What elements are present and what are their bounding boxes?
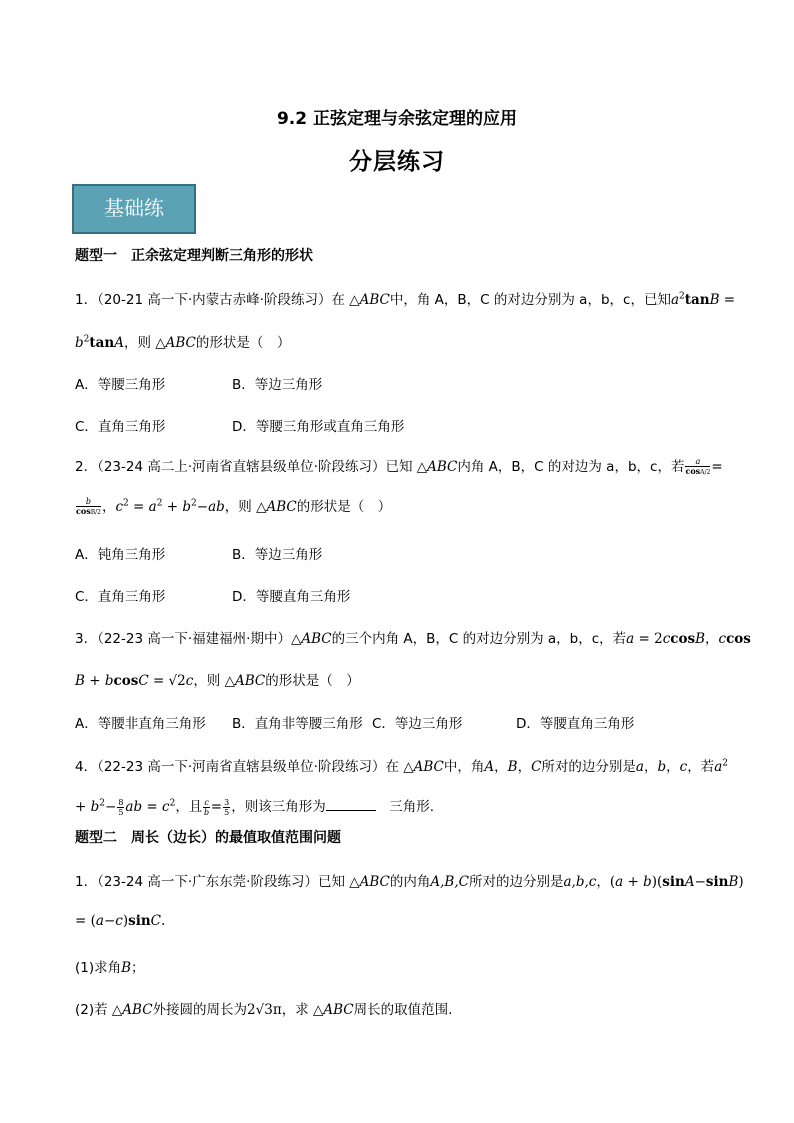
fraction: $\frac{a}{\cos A/2}$ (685, 457, 711, 476)
question-source: （20-21 高一下·内蒙古赤峰·阶段练习） (97, 292, 332, 308)
question-source: （23-24 高一下·广东东莞·阶段练习） (97, 874, 318, 890)
question-text: 中，角 (443, 759, 485, 775)
question-text: ，若 (687, 759, 715, 775)
option-b[interactable]: B．等边三角形 (232, 547, 323, 563)
question-text: 中，角 A，B，C 的对边分别为 a，b，c，已知 (389, 292, 671, 308)
option-c[interactable]: C．直角三角形 (75, 589, 166, 605)
option-b[interactable]: B．等边三角形 (232, 377, 323, 393)
question-text: 所对的边分别是 (541, 759, 636, 775)
section-title-2: 题型二 周长（边长）的最值取值范围问题 (75, 830, 341, 846)
question-number: 1． (75, 874, 98, 890)
section-title-1: 题型一 正余弦定理判断三角形的形状 (75, 248, 313, 264)
question-text: 的三个内角 A，B，C 的对边分别为 a，b，c，若 (331, 631, 627, 647)
option-a[interactable]: A．等腰三角形 (75, 377, 166, 393)
question-4-line-1: 4．（22-23 高一下·河南省直辖县级单位·阶段练习）在 △ABC中，角A，B，C所对的边分别是a，b，c，若$a^2$ (75, 758, 728, 775)
fraction: $\frac{8}{5}$ (118, 797, 124, 817)
question-text: 在 △ (385, 759, 414, 775)
question-number: 3． (75, 631, 98, 647)
question-4-line-2: + $b^2-$ $\frac{8}{5}$ ab = $c^2$，且 $\frac{c}{b}$ = $\frac{3}{5}$ ，则该三角形为 三角形. (75, 797, 434, 817)
question-text: 所对的边分别是 (468, 874, 564, 890)
question-text: ，且 (175, 799, 203, 815)
option-c[interactable]: C．直角三角形 (75, 419, 166, 435)
question-text: ，则 △ (224, 499, 267, 515)
question-text: 的形状是（ ） (195, 335, 291, 351)
option-a[interactable]: A．钝角三角形 (75, 547, 166, 563)
fraction: $\frac{3}{5}$ (224, 797, 230, 817)
option-d[interactable]: D．等腰直角三角形 (516, 716, 635, 732)
answer-blank[interactable] (326, 798, 376, 811)
option-b[interactable]: B．直角非等腰三角形 (232, 716, 363, 732)
option-d[interactable]: D．等腰直角三角形 (232, 589, 351, 605)
question-3-line-1: 3．（22-23 高一下·福建福州·期中）△ABC的三个内角 A，B，C 的对边分别为 a，b，c，若a = 2ccosB，ccos (75, 631, 751, 647)
option-d[interactable]: D．等腰三角形或直角三角形 (232, 419, 405, 435)
question-text: 内角 A，B，C 的对边为 a，b，c，若 (457, 459, 685, 475)
question-text: 的形状是（ ） (265, 673, 360, 689)
question-text: ，求 △ (281, 1002, 324, 1018)
question-text: 周长的取值范围. (353, 1002, 453, 1018)
question-1-line-1: 1．（20-21 高一下·内蒙古赤峰·阶段练习）在 △ABC中，角 A，B，C 的对边分别为 a，b，c，已知$a^2\tan B$ = (75, 291, 736, 308)
question-text: 的形状是（ ） (296, 499, 392, 515)
question-text: 已知 △ (385, 459, 428, 475)
document-subtitle: 分层练习 (349, 149, 445, 175)
level-badge: 基础练 (72, 184, 196, 234)
question-source: （22-23 高一下·河南省直辖县级单位·阶段练习） (97, 759, 386, 775)
question-text: 外接圆的周长为 (152, 1002, 248, 1018)
option-a[interactable]: A．等腰非直角三角形 (75, 716, 206, 732)
question-2-line-2: $\frac{b}{\cos B/2}$ ，$c^2 = a^2 + b^2-ab$，则 △ABC的形状是（ ） (76, 497, 392, 516)
question-number: 1． (75, 292, 98, 308)
question-text: 已知 △ (317, 874, 360, 890)
question-text: ，则 △ (193, 673, 235, 689)
option-c[interactable]: C．等边三角形 (372, 716, 463, 732)
question-text: (2)若 △ (75, 1002, 123, 1018)
question-3-line-2: B + bcosC = √2c，则 △ABC的形状是（ ） (75, 673, 360, 689)
question-source: （23-24 高二上·河南省直辖县级单位·阶段练习） (97, 459, 386, 475)
question-text: (1)求角 (75, 960, 122, 976)
question-5-part-1: (1)求角B； (75, 960, 145, 976)
question-source: （22-23 高一下·福建福州·期中） (97, 631, 291, 647)
question-text: 的内角 (389, 874, 431, 890)
question-text: ，则该三角形为 (231, 799, 326, 815)
question-number: 4． (75, 759, 98, 775)
question-2-line-1: 2．（23-24 高二上·河南省直辖县级单位·阶段练习）已知 △ABC内角 A，B，C 的对边为 a，b，c，若 $\frac{a}{\cos A/2}$ = (75, 457, 723, 476)
fraction: $\frac{b}{\cos B/2}$ (76, 497, 101, 516)
document-title: 9.2 正弦定理与余弦定理的应用 (276, 109, 518, 129)
question-1-line-2: $b^2\tan A$，则 △ABC的形状是（ ） (75, 334, 291, 351)
question-5-line-1: 1．（23-24 高一下·广东东莞·阶段练习）已知 △ABC的内角A,B,C所对的边分别是a,b,c，(a + b)(sinA−sinB) (75, 874, 744, 890)
question-text: ，则 △ (123, 335, 166, 351)
question-text: 三角形. (389, 799, 434, 815)
fraction: $\frac{c}{b}$ (203, 797, 210, 817)
question-number: 2． (75, 459, 98, 475)
question-text: ； (131, 960, 145, 976)
question-text: 在 △ (331, 292, 360, 308)
question-5-line-2: = (a−c)sinC. (75, 913, 166, 929)
question-5-part-2: (2)若 △ABC外接圆的周长为2√3π，求 △ABC周长的取值范围. (75, 1002, 453, 1018)
question-text: △ (290, 631, 302, 647)
